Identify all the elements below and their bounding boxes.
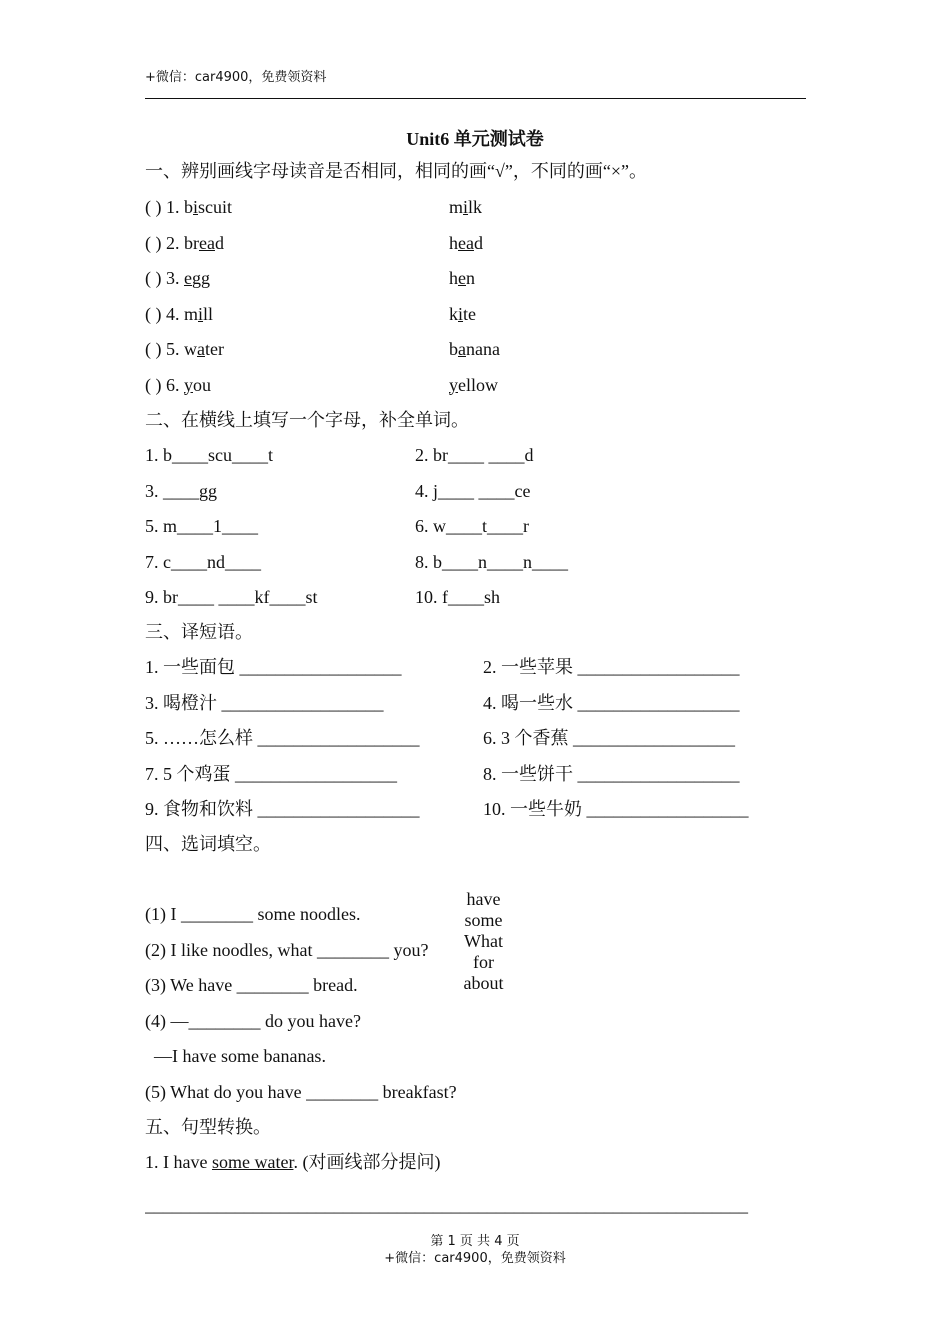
section4-heading: 四、选词填空。 — [145, 834, 271, 854]
question-suffix: . (对画线部分提问) — [293, 1152, 441, 1172]
translate-item: 4. 喝一些水 __________________ — [483, 692, 740, 713]
phonics-left-word: ( ) 2. bread — [145, 232, 224, 253]
word-bank — [0, 868, 950, 994]
phonics-left-word: ( ) 4. mill — [145, 303, 214, 324]
phonics-left-word: ( ) 6. you — [145, 374, 211, 395]
transform-question — [145, 1151, 440, 1173]
phonics-right-word: kite — [449, 303, 477, 324]
fill-letter-item: 2. br____ ____d — [415, 445, 534, 465]
word-bank-item: What — [464, 931, 503, 951]
phonics-right-word: banana — [449, 339, 500, 359]
page-number: 第 1 页 共 4 页 — [430, 1234, 520, 1249]
translate-item: 10. 一些牛奶 __________________ — [483, 799, 749, 819]
header-text: +微信：car4900，免费领资料 — [145, 70, 327, 85]
fill-letter-item: 10. f____sh — [415, 587, 500, 607]
answer-line: ___________________________________________________________________ — [145, 1195, 748, 1215]
phonics-right-word: yellow — [449, 374, 498, 395]
translate-item: 6. 3 个香蕉 __________________ — [483, 728, 735, 748]
phonics-right-word: milk — [449, 197, 483, 217]
fill-line: (5) What do you have ________ breakfast? — [145, 1082, 457, 1102]
phonics-right-word: head — [449, 232, 483, 253]
section1-heading: 一、辨别画线字母读音是否相同，相同的画“√”，不同的画“×”。 — [145, 161, 647, 181]
phonics-left-word: ( ) 5. water — [145, 339, 224, 359]
translate-item: 5. ……怎么样 __________________ — [145, 728, 420, 748]
phonics-left-word: ( ) 3. egg — [145, 268, 210, 288]
translate-item: 7. 5 个鸡蛋 __________________ — [145, 763, 397, 784]
phonics-left-word: ( ) 1. biscuit — [145, 197, 233, 217]
section5-heading: 五、句型转换。 — [145, 1117, 271, 1137]
translate-item: 2. 一些苹果 __________________ — [483, 657, 740, 677]
page-title: Unit6 单元测试卷 — [406, 129, 544, 149]
fill-letter-item: 6. w____t____r — [415, 516, 529, 536]
fill-letter-item: 1. b____scu____t — [145, 445, 273, 465]
fill-letter-item: 8. b____n____n____ — [415, 551, 568, 572]
header-rule — [145, 98, 806, 99]
fill-letter-item: 4. j____ ____ce — [415, 480, 531, 501]
translate-item: 1. 一些面包 __________________ — [145, 657, 402, 677]
fill-line: (4) —________ do you have? — [145, 1011, 361, 1031]
fill-letter-item: 9. br____ ____kf____st — [145, 587, 318, 607]
word-bank-item: some — [464, 910, 503, 930]
question-prefix: 1. I have — [145, 1152, 212, 1172]
footer-text: +微信：car4900，免费领资料 — [384, 1251, 566, 1266]
fill-letter-item: 7. c____nd____ — [145, 551, 261, 572]
fill-letter-item: 5. m____1____ — [145, 516, 259, 536]
fill-letter-item: 3. ____gg — [145, 480, 217, 501]
section2-heading: 二、在横线上填写一个字母，补全单词。 — [145, 410, 469, 430]
word-bank-item: about — [463, 973, 504, 993]
fill-line: —I have some bananas. — [145, 1046, 326, 1066]
fill-line: (3) We have ________ bread. — [145, 975, 358, 995]
fill-line: (2) I like noodles, what ________ you? — [145, 940, 429, 960]
translate-item: 3. 喝橙汁 __________________ — [145, 692, 384, 713]
translate-item: 8. 一些饼干 __________________ — [483, 763, 740, 784]
translate-item: 9. 食物和饮料 __________________ — [145, 799, 420, 819]
word-bank-item: have — [466, 889, 501, 909]
fill-line: (1) I ________ some noodles. — [145, 904, 361, 924]
underlined-phrase: some water — [211, 1152, 294, 1172]
phonics-right-word: hen — [449, 268, 475, 288]
section3-heading: 三、译短语。 — [145, 622, 253, 642]
word-bank-item: for — [473, 952, 494, 972]
